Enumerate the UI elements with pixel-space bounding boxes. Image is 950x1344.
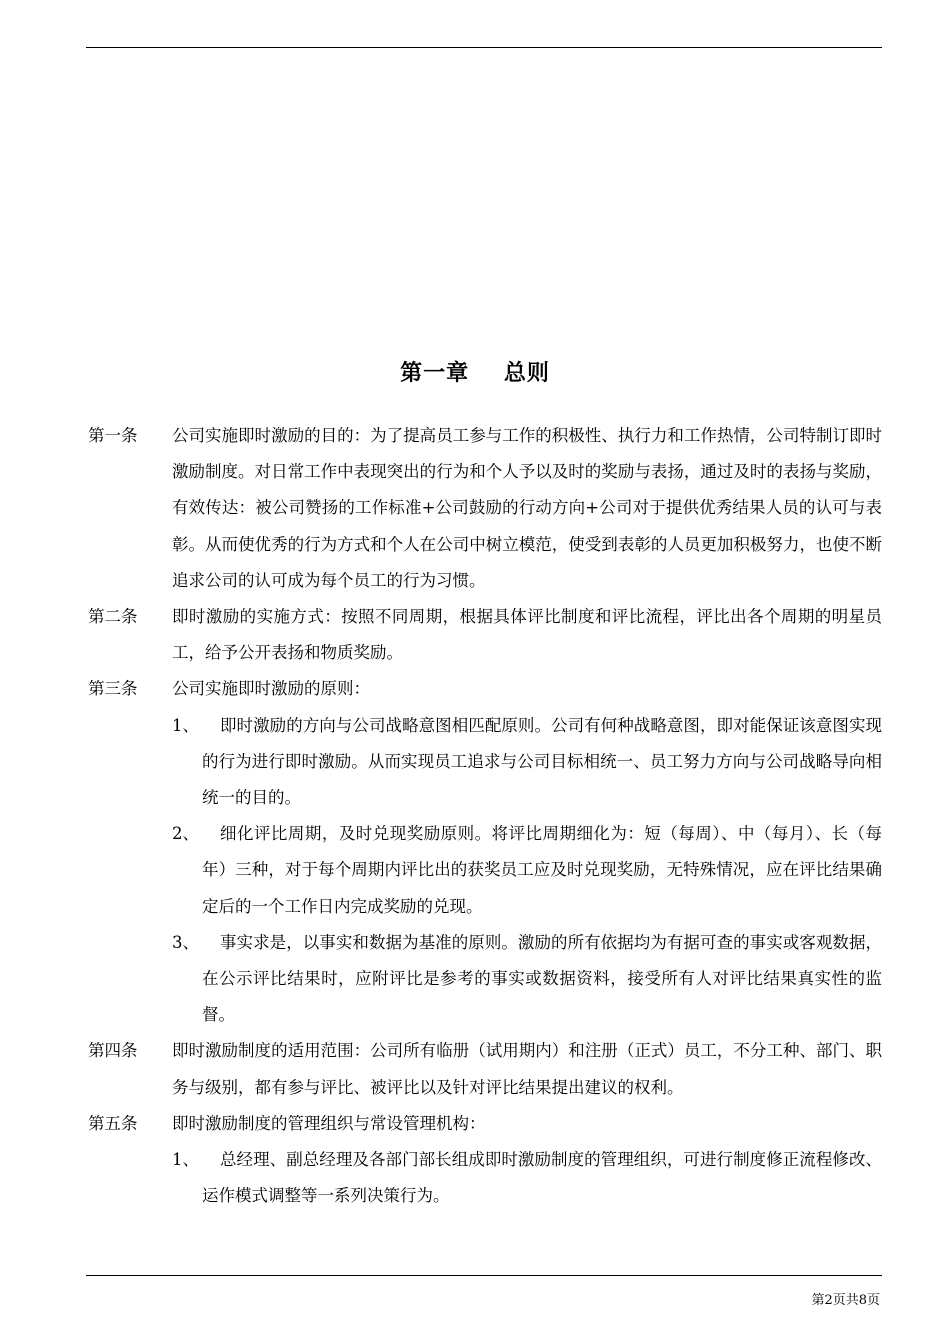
article-text: 即时激励制度的管理组织与常设管理机构： (172, 1113, 486, 1133)
item-text: 即时激励的方向与公司战略意图相匹配原则。公司有何种战略意图，即对能保证该意图实现的行为进行即时激励。从而实现员工追求与公司目标相统一、员工努力方向与公司战略导向相统一的目的。 (202, 715, 882, 808)
article-2 (88, 599, 882, 671)
article-number: 第一条 (88, 426, 138, 445)
footer-rule (86, 1275, 882, 1276)
principle-item-3 (88, 925, 882, 1034)
article-4 (88, 1033, 882, 1105)
header-rule (86, 47, 882, 48)
document-body (88, 418, 882, 1214)
article-5 (88, 1106, 882, 1142)
article-number: 第四条 (88, 1041, 138, 1061)
principle-item-1 (88, 708, 882, 817)
article-text: 公司实施即时激励的原则： (172, 679, 370, 699)
article-text: 公司实施即时激励的目的：为了提高员工参与工作的积极性、执行力和工作热情，公司特制订即时激励制度。对日常工作中表现突出的行为和个人予以及时的奖励与表扬，通过及时的表扬与奖励，有效传达：被公司赞扬的工作标准+公司鼓励的行动方向+公司对于提供优秀结果人员的认可与表彰。从而使优秀的行为方式和个人在公司中树立模范，使受到表彰的人员更加积极努力，也使不断追求公司的认可成为每个员工的行为习惯。 (172, 426, 882, 590)
chapter-name: 总则 (503, 360, 550, 386)
article-1 (88, 418, 882, 599)
item-text: 总经理、副总经理及各部门部长组成即时激励制度的管理组织，可进行制度修正流程修改、运作模式调整等一系列决策行为。 (202, 1150, 882, 1206)
article-number: 第二条 (88, 607, 138, 627)
chapter-title (0, 356, 950, 387)
item-number: 2、 (172, 824, 199, 844)
article-text: 即时激励的实施方式：按照不同周期，根据具体评比制度和评比流程，评比出各个周期的明星员工，给予公开表扬和物质奖励。 (172, 607, 882, 663)
article-number: 第五条 (88, 1113, 138, 1133)
item-text: 细化评比周期，及时兑现奖励原则。将评比周期细化为：短（每周）、中（每月）、长（每年）三种，对于每个周期内评比出的获奖员工应及时兑现奖励，无特殊情况，应在评比结果确定后的一个工作日内完成奖励的兑现。 (202, 824, 882, 916)
article-number: 第三条 (88, 679, 138, 699)
item-number: 3、 (172, 932, 199, 952)
organization-item-1 (88, 1142, 882, 1214)
page-number: 第2页共8页 (811, 1293, 880, 1308)
title-gap (469, 360, 504, 386)
chapter-number: 第一章 (400, 360, 470, 386)
item-number: 1、 (172, 715, 199, 735)
item-text: 事实求是，以事实和数据为基准的原则。激励的所有依据均为有据可查的事实或客观数据，在公示评比结果时，应附评比是参考的事实或数据资料，接受所有人对评比结果真实性的监督。 (202, 932, 882, 1025)
principle-item-2 (88, 816, 882, 925)
article-3 (88, 671, 882, 707)
article-text: 即时激励制度的适用范围：公司所有临册（试用期内）和注册（正式）员工，不分工种、部门、职务与级别，都有参与评比、被评比以及针对评比结果提出建议的权利。 (172, 1041, 882, 1097)
item-number: 1、 (172, 1150, 199, 1170)
